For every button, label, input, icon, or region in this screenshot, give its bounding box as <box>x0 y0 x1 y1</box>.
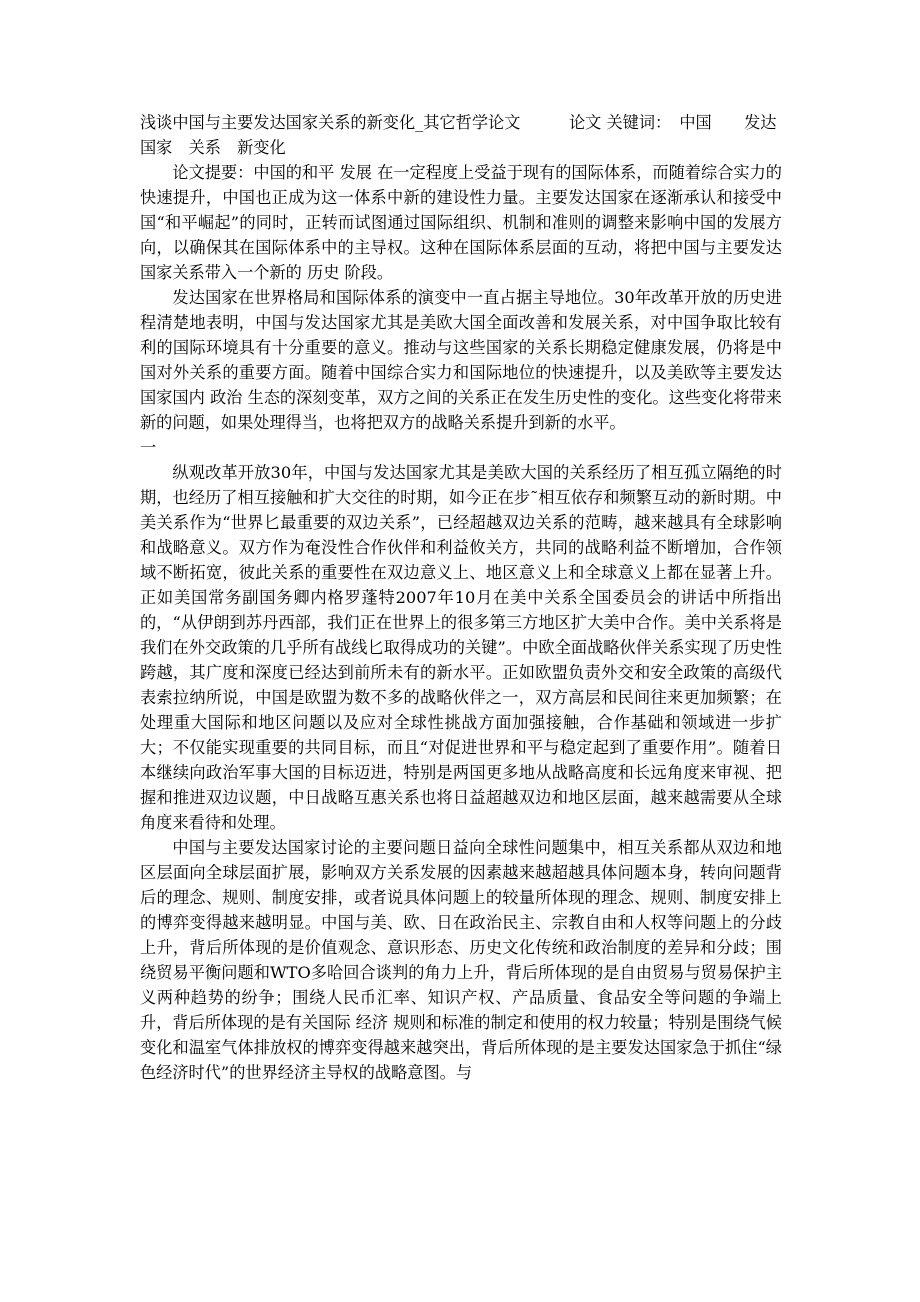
abstract-paragraph: 论文提要：中国的和平 发展 在一定程度上受益于现有的国际体系，而随着综合实力的快速提升，中国也正成为这一体系中新的建设性力量。主要发达国家在逐渐承认和接受中国“和平崛起”的同时，正转而试图通过国际组织、机制和准则的调整来影响中国的发展方向，以确保其在国际体系中的主导权。这种在国际体系层面的互动，将把中国与主要发达国家关系带入一个新的 历史 阶段。 <box>140 163 782 282</box>
body-paragraph-1: 纵观改革开放30年，中国与发达国家尤其是美欧大国的关系经历了相互孤立隔绝的时期，也经历了相互接触和扩大交往的时期，如今正在步˜相互依存和频繁互动的新时期。中美关系作为“世界匕最重要的双边关系”，已经超越双边关系的范畴，越来越具有全球影响和战略意义。双方作为奄没性合作伙伴和利益攸关方，共同的战略利益不断增加，合作领域不断拓宽，彼此关系的重要性在双边意义上、地区意义上和全球意义上都在显著上升。正如美国常务副国务卿内格罗蓬特2007年10月在美中关系全国委员会的讲话中所指出的，“从伊朗到苏丹西部，我们正在世界上的很多第三方地区扩大美中合作。美中关系将是我们在外交政策的几乎所有战线匕取得成功的关键”。中欧全面战略伙伴关系实现了历史性跨越，其广度和深度已经达到前所未有的新水平。正如欧盟负责外交和安全政策的高级代表索拉纳所说，中国是欧盟为数不多的战略伙伴之一，双方高层和民间往来更加频繁；在处理重大国际和地区问题以及应对全球性挑战方面加强接触，合作基础和领域进一步扩大；不仅能实现重要的共同目标，而且“对促进世界和平与稳定起到了重要作用”。随着日本继续向政治军事大国的目标迈进，特别是两国更多地从战略高度和长远角度来审视、把握和推进双边议题，中日战略互惠关系也将日益超越双边和地区层面，越来越需要从全球角度来看待和处理。 <box>140 463 782 832</box>
document-header-line: 浅谈中国与主要发达国家关系的新变化_其它哲学论文 论文 关键词： 中国 发达国家 关系 新变化 <box>140 113 777 157</box>
document-page <box>140 110 782 1085</box>
intro-paragraph: 发达国家在世界格局和国际体系的演变中一直占据主导地位。30年改革开放的历史进程清楚地表明，中国与发达国家尤其是美欧大国全面改善和发展关系，对中国争取比较有利的国际环境具有十分重要的意义。推动与这些国家的关系长期稳定健康发展，仍将是中国对外关系的重要方面。随着中国综合实力和国际地位的快速提升，以及美欧等主要发达国家国内 政治 生态的深刻变革，双方之间的关系正在发生历史性的变化。这些变化将带来新的问题，如果处理得当，也将把双方的战略关系提升到新的水平。 <box>140 288 782 432</box>
body-paragraph-2: 中国与主要发达国家讨论的主要问题日益向全球性问题集中，相互关系都从双边和地区层面向全球层面扩展，影响双方关系发展的因素越来越超越具体问题本身，转向问题背后的理念、规则、制度安排，或者说具体问题上的较量所体现的理念、规则、制度安排上的博弈变得越来越明显。中国与美、欧、日在政治民主、宗教自由和人权等问题上的分歧上升，背后所体现的是价值观念、意识形态、历史文化传统和政治制度的差异和分歧；围绕贸易平衡问题和WTO多哈回合谈判的角力上升，背后所体现的是自由贸易与贸易保护主义两种趋势的纷争；围绕人民币汇率、知识产权、产品质量、食品安全等问题的争端上升，背后所体现的是有关国际 经济 规则和标准的制定和使用的权力较量；特别是围绕气候变化和温室气体排放权的博弈变得越来越突出，背后所体现的是主要发达国家急于抓住“绿色经济时代”的世界经济主导权的战略意图。与 <box>140 838 782 1082</box>
section-marker: 一 <box>140 438 157 457</box>
